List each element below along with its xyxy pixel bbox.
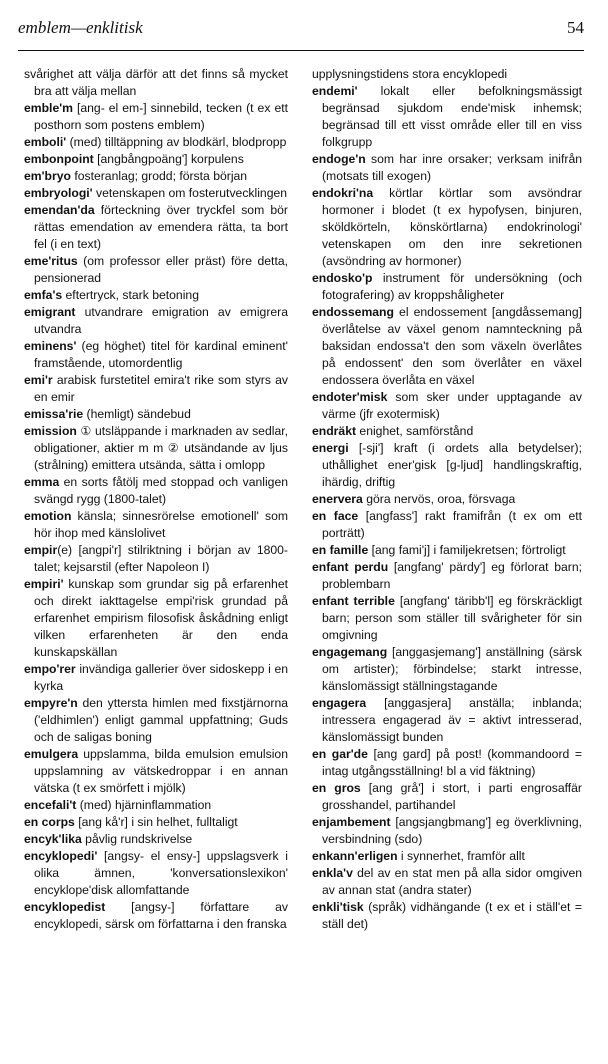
dictionary-entry: energi [-sji'] kraft (i ordets alla betydelser); uthållighet ener'gisk [g-ljud] handlingskraftig, ihärdig, driftig (312, 441, 582, 489)
headword: emi'r (24, 373, 53, 387)
headword: enkann'erligen (312, 849, 398, 863)
dictionary-entry: endosko'p instrument för undersökning (och fotografering) av kroppshåligheter (312, 271, 582, 302)
headword: eminens' (24, 339, 77, 353)
headword: encyk'lika (24, 832, 82, 846)
headword: emulgera (24, 747, 79, 761)
headword: en corps (24, 815, 75, 829)
dictionary-entry: enfant terrible [angfang' täribb'l] eg förskräckligt barn; person som ställer till svårigheter för sin omgivning (312, 594, 582, 642)
headword: enkla'v (312, 866, 353, 880)
headword: enkli'tisk (312, 900, 364, 914)
dictionary-entry: endoter'misk som sker under upptagande av värme (jfr exotermisk) (312, 390, 582, 421)
dictionary-entry: emfa's eftertryck, stark betoning (24, 288, 199, 302)
dictionary-entry: upplysningstidens stora encyklopedi (312, 67, 508, 81)
headword: en gros (312, 781, 361, 795)
dictionary-entry: emble'm [ang- el em-] sinnebild, tecken (t ex ett posthorn som postens emblem) (24, 101, 288, 132)
dictionary-entry: empyre'n den yttersta himlen med fixstjärnorna ('eldhimlen') enligt gammal uppfattning; Guds och de saligas boning (24, 696, 288, 744)
headword: empo'rer (24, 662, 76, 676)
dictionary-entry: en famille [ang fami'j] i familjekretsen; förtroligt (312, 543, 566, 557)
dictionary-entry: en face [angfass'] rakt framifrån (t ex om ett porträtt) (312, 509, 582, 540)
page-number: 54 (567, 18, 584, 37)
headword: endokri'na (312, 186, 374, 200)
dictionary-entry: endoge'n som har inre orsaker; verksam inifrån (motsats till exogen) (312, 152, 582, 183)
dictionary-entry: enkli'tisk (språk) vidhängande (t ex et i ställ'et = ställ det) (312, 900, 582, 931)
dictionary-entry: emulgera uppslamma, bilda emulsion emulsion uppslamning av vätskedroppar i en annan vätska (t ex smörfett i mjölk) (24, 747, 288, 795)
dictionary-entry: endossemang el endossement [angdåssemang] överlåtelse av växel genom namnteckning på baksidan endossa't den som växeln överlåtes på endossent' den som överlåter en växel endossera överlåta en växel (312, 305, 582, 387)
dictionary-entry: emissa'rie (hemligt) sändebud (24, 407, 191, 421)
headword: emfa's (24, 288, 63, 302)
running-head: emblem—enklitisk (18, 18, 143, 37)
headword: en famille (312, 543, 369, 557)
headword: engagemang (312, 645, 388, 659)
dictionary-entry: emotion känsla; sinnesrörelse emotionell' som hör ihop med känslolivet (24, 509, 288, 540)
dictionary-entry: engagera [anggasjera] anställa; inblanda; intressera engagerad äv = aktivt intresserad, känslomässigt bunden (312, 696, 582, 744)
dictionary-entry: encyklopedi' [angsy- el ensy-] uppslagsverk i olika ämnen, 'konversationslexikon' encyklope'disk allomfattande (24, 849, 288, 897)
headword: enjambement (312, 815, 391, 829)
headword: emendan'da (24, 203, 95, 217)
headword: empiri' (24, 577, 64, 591)
dictionary-entry: emboli' (med) tilltäppning av blodkärl, blodpropp (24, 135, 287, 149)
dictionary-entry: enfant perdu [angfang' pärdy'] eg förlorat barn; problembarn (312, 560, 582, 591)
headword: enfant terrible (312, 594, 395, 608)
headword: emission (24, 424, 77, 438)
headword: emissa'rie (24, 407, 84, 421)
dictionary-entry: encefali't (med) hjärninflammation (24, 798, 212, 812)
headword: empyre'n (24, 696, 78, 710)
dictionary-entry: embryologi' vetenskapen om fosterutvecklingen (24, 186, 288, 200)
headword: empir (24, 543, 58, 557)
headword: embonpoint (24, 152, 94, 166)
headword: endoter'misk (312, 390, 388, 404)
right-column (312, 66, 582, 933)
dictionary-entry: enjambement [angsjangbmang'] eg överklivning, versbindning (sdo) (312, 815, 582, 846)
page-header (18, 18, 584, 51)
headword: en face (312, 509, 359, 523)
dictionary-entry: empiri' kunskap som grundar sig på erfarenhet och direkt iakttagelse empi'risk grundad på erfarenhet empirism filosofisk åskådning enligt vilken erfarenheten är den enda kunskapskällan (24, 577, 288, 659)
dictionary-entry: enkann'erligen i synnerhet, framför allt (312, 849, 525, 863)
left-column (24, 66, 288, 933)
headword: eme'ritus (24, 254, 78, 268)
dictionary-entry: empir(e) [angpi'r] stilriktning i början av 1800-talet; kejsarstil (efter Napoleon I) (24, 543, 288, 574)
headword: enervera (312, 492, 363, 506)
headword: enfant perdu (312, 560, 389, 574)
dictionary-entry: en gar'de [ang gard] på post! (kommandoord = intag utgångsställning! bl a vid fäktning) (312, 747, 582, 778)
headword: endräkt (312, 424, 357, 438)
headword: encyklopedi' (24, 849, 98, 863)
dictionary-entry: emendan'da förteckning över tryckfel som bör rättas emendation av emendera rätta, ta bort fel (i en text) (24, 203, 288, 251)
dictionary-entry: endokri'na körtlar körtlar som avsöndrar hormoner i blodet (t ex hypofysen, binjuren, sköldkörteln, könskörtlarna) endokrinologi' vetenskapen om den inre sekretionen (avsöndring av hormoner) (312, 186, 582, 268)
dictionary-entry: endemi' lokalt eller befolkningsmässigt begränsad sjukdom ende'misk inhemsk; begränsad till ett visst område eller till en viss folkgrupp (312, 84, 582, 149)
dictionary-entry: enervera göra nervös, oroa, försvaga (312, 492, 516, 506)
headword: en gar'de (312, 747, 368, 761)
dictionary-entry: endräkt enighet, samförstånd (312, 424, 474, 438)
dictionary-entry: encyklopedist [angsy-] författare av encyklopedi, särsk om författarna i den franska (24, 900, 288, 931)
headword: emigrant (24, 305, 76, 319)
headword: encefali't (24, 798, 77, 812)
dictionary-entry: emission ① utsläppande i marknaden av sedlar, obligationer, aktier m m ② utsändande av ljus (strålning) emittera utsända, sätta i omlopp (24, 424, 288, 472)
dictionary-entry: empo'rer invändiga gallerier över sidoskepp i en kyrka (24, 662, 288, 693)
dictionary-entry: en corps [ang kå'r] i sin helhet, fulltaligt (24, 815, 238, 829)
headword: emma (24, 475, 60, 489)
dictionary-entry: encyk'lika påvlig rundskrivelse (24, 832, 193, 846)
dictionary-entry: en gros [ang grå'] i stort, i parti engrosaffär grosshandel, partihandel (312, 781, 582, 812)
headword: em'bryo (24, 169, 71, 183)
headword: embryologi' (24, 186, 93, 200)
dictionary-entry: emi'r arabisk furstetitel emira't rike som styrs av en emir (24, 373, 288, 404)
dictionary-entry: enkla'v del av en stat men på alla sidor omgiven av annan stat (andra stater) (312, 866, 582, 897)
headword: endoge'n (312, 152, 366, 166)
dictionary-entry: engagemang [anggasjemang'] anställning (särsk om artister); förbindelse; starkt intresse, känslomässigt ställningstagande (312, 645, 582, 693)
dictionary-entry: em'bryo fosteranlag; grodd; första början (24, 169, 248, 183)
dictionary-entry: svårighet att välja därför att det finns så mycket bra att välja mellan (24, 67, 288, 98)
headword: endemi' (312, 84, 358, 98)
headword: endossemang (312, 305, 394, 319)
dictionary-entry: eminens' (eg höghet) titel för kardinal eminent' framstående, utomordentlig (24, 339, 288, 370)
dictionary-entry: eme'ritus (om professor eller präst) före detta, pensionerad (24, 254, 288, 285)
dictionary-entry: embonpoint [angbångpoäng'] korpulens (24, 152, 244, 166)
headword: encyklopedist (24, 900, 106, 914)
headword: emble'm (24, 101, 73, 115)
headword: energi (312, 441, 349, 455)
headword: endosko'p (312, 271, 373, 285)
headword: engagera (312, 696, 367, 710)
dictionary-entry: emigrant utvandrare emigration av emigrera utvandra (24, 305, 288, 336)
dictionary-entry: emma en sorts fåtölj med stoppad och vanligen svängd rygg (1800-talet) (24, 475, 288, 506)
headword: emotion (24, 509, 72, 523)
headword: emboli' (24, 135, 67, 149)
